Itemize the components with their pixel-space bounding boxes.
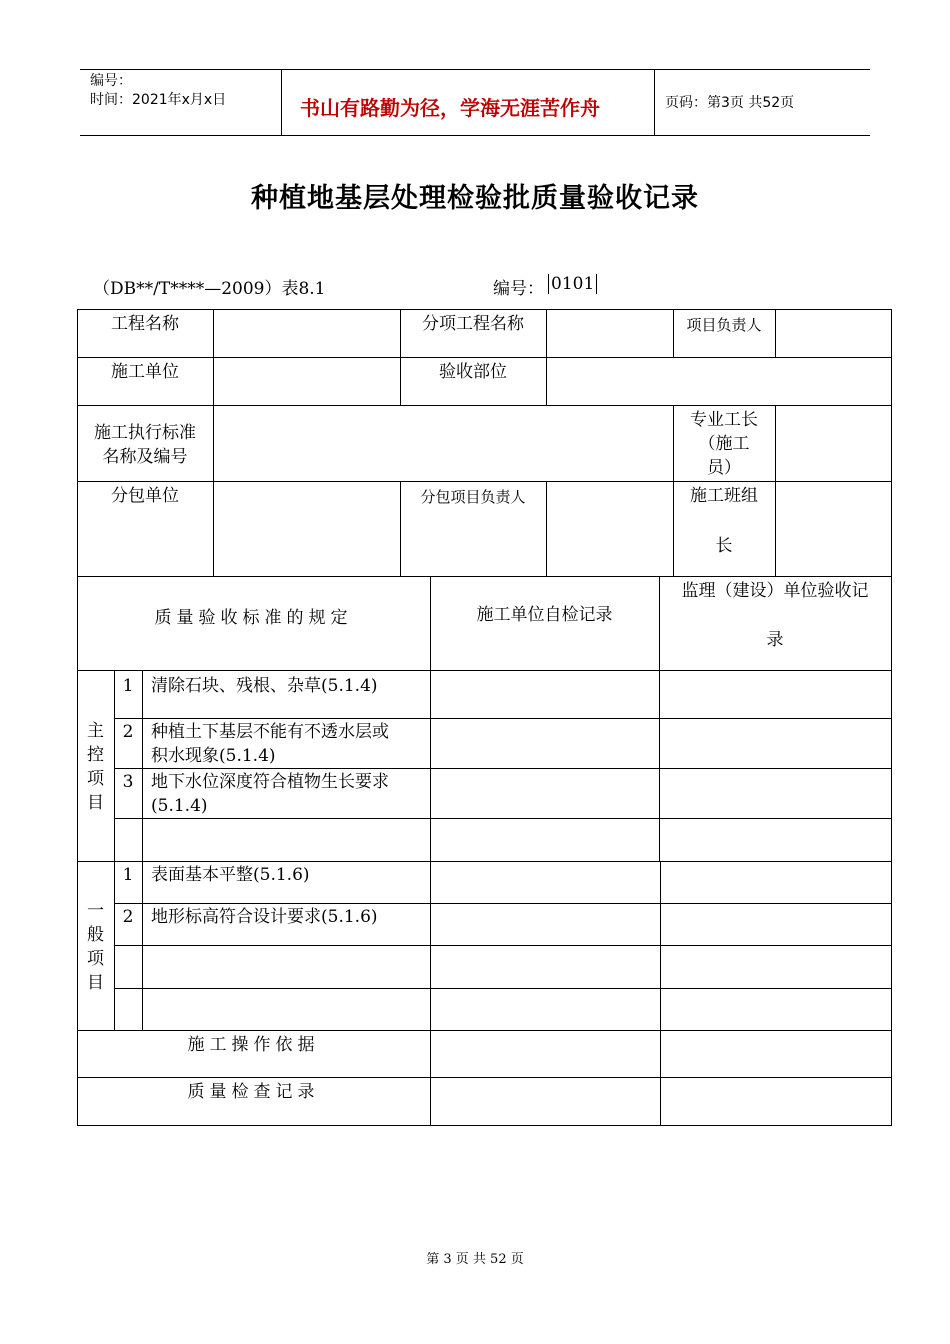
header-divider [281, 69, 282, 135]
team-leader-field[interactable] [776, 482, 890, 575]
header-divider [654, 69, 655, 135]
main-item-text: 种植土下基层不能有不透水层或 [151, 722, 389, 742]
subcontract-unit-label: 分包单位 [111, 486, 179, 506]
supervision-field[interactable] [660, 819, 890, 860]
quality-standard-header: 质量验收标准的规定 [154, 608, 353, 628]
general-group-char: 项 [87, 949, 104, 969]
sub-project-name-field[interactable] [547, 310, 672, 356]
general-item-no: 1 [122, 865, 134, 885]
supervision-field[interactable] [661, 862, 890, 902]
project-name-field[interactable] [214, 310, 399, 356]
self-check-field[interactable] [431, 946, 659, 987]
team-leader-label-line2: 长 [715, 536, 733, 556]
main-item-no: 3 [122, 772, 134, 792]
self-check-header: 施工单位自检记录 [476, 605, 613, 625]
blank-item-field[interactable] [143, 989, 429, 1029]
page-info: 页码：第3页 共52页 [665, 95, 795, 111]
code-label: 编号： [90, 73, 132, 89]
record-number-label: 编号： [493, 279, 544, 299]
standard-field[interactable] [214, 406, 672, 480]
header-bottom-rule [80, 135, 870, 136]
general-item-text: 地形标高符合设计要求(5.1.6) [151, 907, 378, 927]
foreman-label-line2: （施工 [698, 434, 750, 454]
subcontract-leader-field[interactable] [547, 482, 672, 575]
supervision-field[interactable] [660, 769, 890, 817]
project-leader-field[interactable] [776, 310, 890, 356]
foreman-field[interactable] [776, 406, 890, 480]
self-check-field[interactable] [431, 769, 658, 817]
blank-item-field[interactable] [143, 946, 429, 987]
self-check-field[interactable] [431, 904, 659, 944]
supervision-field[interactable] [660, 719, 890, 767]
operation-basis-supervision-field[interactable] [661, 1031, 890, 1076]
main-item-text: (5.1.4) [151, 796, 208, 816]
page-title: 种植地基层处理检验批质量验收记录 [251, 183, 699, 214]
general-group-char: 般 [87, 925, 104, 945]
quality-record-label: 质量检查记录 [187, 1082, 320, 1102]
main-item-no: 1 [122, 676, 134, 696]
main-item-no: 2 [122, 722, 134, 742]
supervision-header-line2: 录 [766, 630, 784, 650]
general-group-char: 目 [87, 973, 104, 993]
record-number-field[interactable]: 0101 [548, 274, 597, 294]
main-item-text: 积水现象(5.1.4) [151, 746, 276, 766]
subcontract-leader-label: 分包项目负责人 [420, 488, 526, 506]
construction-unit-label: 施工单位 [111, 362, 179, 382]
standard-code: （DB**/T****—2009）表8.1 [93, 279, 326, 299]
general-item-text: 表面基本平整(5.1.6) [151, 865, 310, 885]
standard-label-line2: 名称及编号 [102, 447, 188, 467]
self-check-field[interactable] [431, 719, 658, 767]
main-group-char: 项 [87, 769, 104, 789]
self-check-field[interactable] [431, 862, 659, 902]
general-group-char: 一 [87, 901, 104, 921]
subcontract-unit-field[interactable] [214, 482, 399, 575]
main-item-text: 清除石块、残根、杂草(5.1.4) [151, 676, 378, 696]
construction-unit-field[interactable] [214, 358, 399, 404]
acceptance-part-field[interactable] [547, 358, 890, 404]
project-leader-label: 项目负责人 [686, 316, 762, 334]
supervision-field[interactable] [661, 904, 890, 944]
main-group-char: 控 [87, 745, 104, 765]
main-group-char: 主 [87, 721, 104, 741]
general-item-no: 2 [122, 907, 134, 927]
blank-item-field[interactable] [143, 819, 429, 860]
team-leader-label-line1: 施工班组 [690, 486, 758, 506]
operation-basis-field[interactable] [431, 1031, 659, 1076]
supervision-header-line1: 监理（建设）单位验收记 [681, 581, 869, 601]
main-item-text: 地下水位深度符合植物生长要求 [151, 772, 389, 792]
page-footer: 第 3 页 共 52 页 [426, 1252, 524, 1267]
supervision-field[interactable] [661, 989, 890, 1029]
self-check-field[interactable] [431, 671, 658, 717]
quality-record-supervision-field[interactable] [661, 1078, 890, 1124]
supervision-field[interactable] [660, 671, 890, 717]
quality-record-field[interactable] [431, 1078, 659, 1124]
project-name-label: 工程名称 [111, 314, 179, 334]
foreman-label-line3: 员） [707, 458, 741, 478]
foreman-label-line1: 专业工长 [690, 410, 758, 430]
operation-basis-label: 施工操作依据 [187, 1035, 320, 1055]
motto: 书山有路勤为径，学海无涯苦作舟 [300, 96, 600, 120]
standard-label-line1: 施工执行标准 [94, 423, 196, 443]
sub-project-name-label: 分项工程名称 [422, 314, 524, 334]
date-label: 时间：2021年x月x日 [90, 92, 227, 108]
supervision-field[interactable] [661, 946, 890, 987]
self-check-field[interactable] [431, 989, 659, 1029]
main-group-char: 目 [87, 793, 104, 813]
header-top-rule [80, 69, 870, 70]
self-check-field[interactable] [431, 819, 658, 860]
acceptance-part-label: 验收部位 [439, 362, 507, 382]
